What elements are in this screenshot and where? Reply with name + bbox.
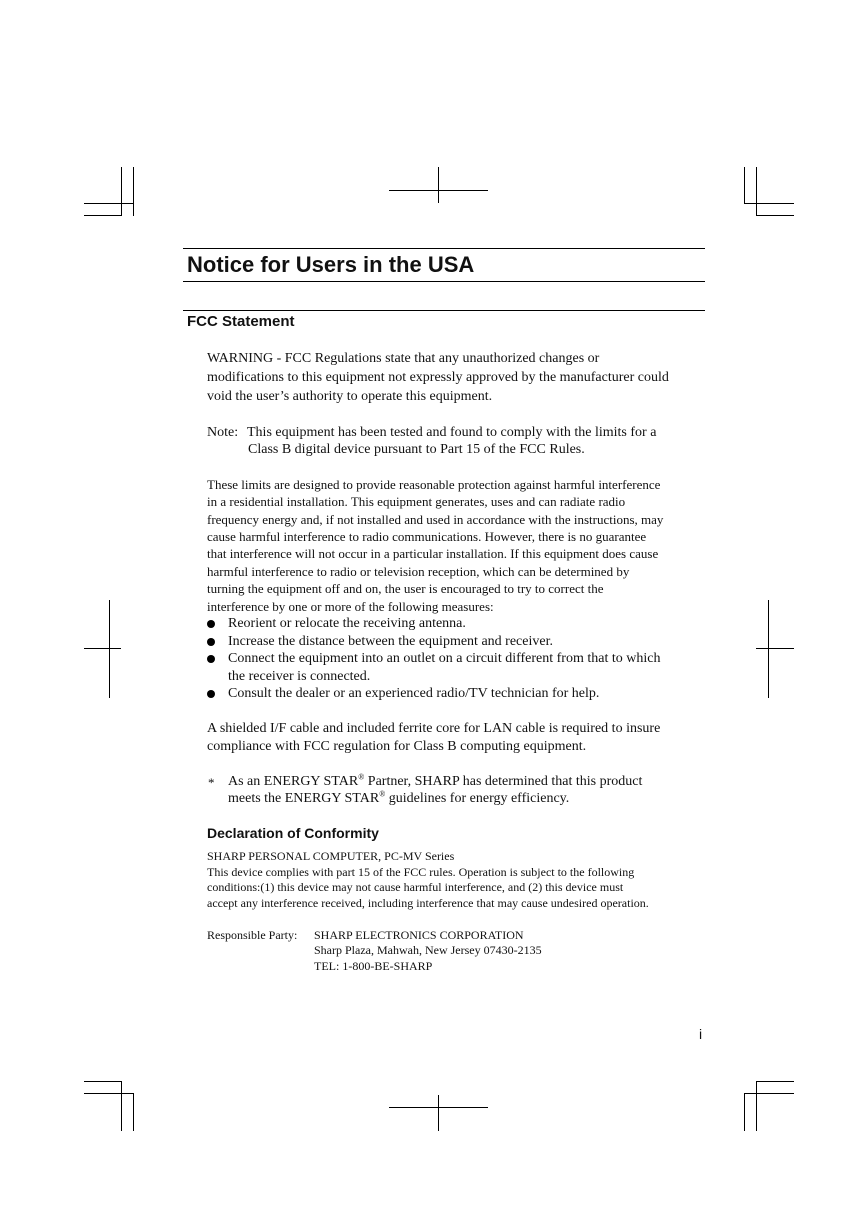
text-line: frequency energy and, if not installed and used in accordance with the instructions, may (207, 512, 664, 527)
registration-mark (756, 648, 794, 649)
page-number: i (699, 1026, 703, 1042)
text-line: harmful interference to radio or television reception, which can be determined by (207, 564, 630, 579)
crop-mark (744, 167, 745, 204)
list-item: Increase the distance between the equipment and receiver. (228, 634, 553, 649)
crop-mark (121, 1081, 122, 1131)
text-segment: guidelines for energy efficiency. (385, 791, 570, 806)
title-rule-top (183, 248, 705, 249)
crop-mark (744, 203, 794, 204)
fcc-statement-heading: FCC Statement (187, 313, 295, 330)
text-line: A shielded I/F cable and included ferrite core for LAN cable is required to insure (207, 721, 661, 736)
text-line: WARNING - FCC Regulations state that any unauthorized changes or (207, 351, 600, 366)
asterisk-mark: * (208, 775, 215, 790)
crop-mark (84, 1081, 121, 1082)
text-line: compliance with FCC regulation for Class B computing equipment. (207, 739, 587, 754)
registered-mark: ® (358, 772, 365, 782)
text-line: These limits are designed to provide reasonable protection against harmful interference (207, 477, 661, 492)
list-item: Consult the dealer or an experienced radio/TV technician for help. (228, 686, 600, 701)
text-line (228, 791, 569, 807)
text-line: accept any interference received, including interference that may cause undesired operation. (207, 896, 649, 910)
text-line: modifications to this equipment not expressly approved by the manufacturer could (207, 370, 669, 385)
note-label: Note: (207, 425, 239, 440)
registration-mark (768, 600, 769, 698)
text-line: SHARP PERSONAL COMPUTER, PC-MV Series (207, 849, 455, 863)
registration-mark (109, 600, 110, 698)
text-segment: Partner, SHARP has determined that this product (364, 774, 643, 789)
crop-mark (133, 1093, 134, 1131)
text-line: conditions:(1) this device may not cause harmful interference, and (2) this device must (207, 880, 624, 894)
registration-mark (438, 1095, 439, 1131)
text-line: SHARP ELECTRONICS CORPORATION (314, 928, 524, 942)
bullet (207, 690, 215, 698)
registered-mark: ® (379, 789, 386, 799)
text-line: that interference will not occur in a particular installation. If this equipment does cause (207, 546, 659, 561)
list-item: the receiver is connected. (228, 669, 371, 684)
registration-mark (84, 648, 121, 649)
text-line: turning the equipment off and on, the user is encouraged to try to correct the (207, 581, 604, 596)
text-line: cause harmful interference to radio communications. However, there is no guarantee (207, 529, 647, 544)
crop-mark (756, 215, 794, 216)
text-line: This equipment has been tested and found to comply with the limits for a (247, 425, 657, 440)
responsible-label: Responsible Party: (207, 928, 298, 942)
text-line: This device complies with part 15 of the FCC rules. Operation is subject to the following (207, 865, 635, 879)
declaration-heading: Declaration of Conformity (207, 825, 379, 841)
section-rule (183, 310, 705, 311)
crop-mark (756, 1081, 757, 1131)
text-line (228, 774, 642, 790)
bullet (207, 638, 215, 646)
registration-mark (438, 167, 439, 203)
text-segment: As an ENERGY STAR (228, 774, 359, 789)
bullet (207, 655, 215, 663)
crop-mark (84, 215, 121, 216)
bullet (207, 620, 215, 628)
crop-mark (84, 1093, 133, 1094)
text-line: void the user’s authority to operate this equipment. (207, 389, 493, 404)
text-line: TEL: 1-800-BE-SHARP (314, 959, 433, 973)
list-item: Reorient or relocate the receiving antenna. (228, 616, 466, 631)
text-segment: meets the ENERGY STAR (228, 791, 380, 806)
crop-mark (121, 167, 122, 216)
text-line: Class B digital device pursuant to Part 15 of the FCC Rules. (248, 442, 585, 457)
text-line: Sharp Plaza, Mahwah, New Jersey 07430-2135 (314, 943, 542, 957)
crop-mark (756, 167, 757, 216)
page-title: Notice for Users in the USA (187, 252, 475, 277)
list-item: Connect the equipment into an outlet on a circuit different from that to which (228, 651, 661, 666)
crop-mark (756, 1081, 794, 1082)
crop-mark (84, 203, 133, 204)
crop-mark (744, 1093, 745, 1131)
title-rule-bottom (183, 281, 705, 282)
text-line: in a residential installation. This equipment generates, uses and can radiate radio (207, 494, 626, 509)
crop-mark (744, 1093, 794, 1094)
crop-mark (133, 167, 134, 216)
text-line: interference by one or more of the following measures: (207, 599, 494, 614)
